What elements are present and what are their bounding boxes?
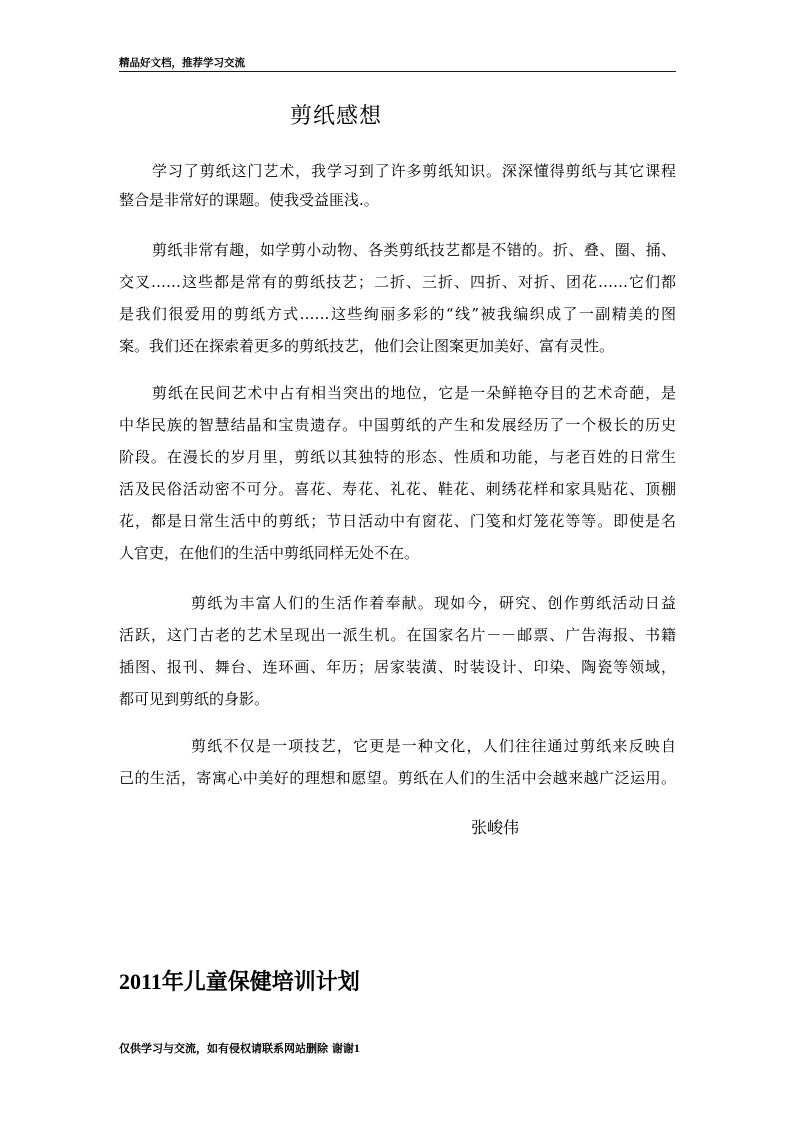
paragraph-3-line-5: 花，都是日常生活中的剪纸；节日活动中有窗花、门笺和灯笼花等等。即使是名: [119, 512, 676, 530]
header-divider: [119, 71, 676, 72]
paragraph-3: [119, 377, 676, 569]
paragraph-2-line-2: 交叉……这些都是常有的剪纸技艺；二折、三折、四折、对折、团花……它们都: [119, 273, 676, 291]
paragraph-1-line-1: 学习了剪纸这门艺术，我学习到了许多剪纸知识。深深懂得剪纸与其它课程: [152, 162, 676, 180]
paragraph-1-line-2: 整合是非常好的课题。使我受益匪浅.。: [119, 191, 379, 209]
paragraph-4-line-2: 活跃，这门古老的艺术呈现出一派生机。在国家名片－－邮票、广告海报、书籍: [119, 626, 676, 644]
paragraph-3-line-4: 活及民俗活动密不可分。喜花、寿花、礼花、鞋花、刺绣花样和家具贴花、顶棚: [119, 480, 676, 498]
next-section-heading: 2011年儿童保健培训计划: [119, 969, 360, 994]
paragraph-3-line-3: 阶段。在漫长的岁月里，剪纸以其独特的形态、性质和功能，与老百姓的日常生: [119, 448, 676, 466]
footer-notice: 仅供学习与交流，如有侵权请联系网站删除 谢谢: [119, 1042, 354, 1055]
paragraph-2: [119, 234, 676, 362]
paragraph-2-line-1: 剪纸非常有趣，如学剪小动物、各类剪纸技艺都是不错的。折、叠、圈、捅、: [152, 241, 676, 259]
paragraph-4-line-4: 都可见到剪纸的身影。: [119, 690, 270, 708]
paragraph-4-line-1: 剪纸为丰富人们的生活作着奉献。现如今，研究、创作剪纸活动日益: [191, 594, 676, 612]
page-header: 精品好文档，推荐学习交流: [119, 57, 245, 69]
paragraph-2-line-3: 是我们很爱用的剪纸方式……这些绚丽多彩的“线”被我编织成了一副精美的图: [119, 305, 676, 323]
paragraph-5-line-1: 剪纸不仅是一项技艺，它更是一种文化，人们往往通过剪纸来反映自: [191, 737, 676, 755]
paragraph-4-line-3: 插图、报刊、舞台、连环画、年历；居家装潢、时装设计、印染、陶瓷等领域，: [119, 658, 676, 676]
document-title: 剪纸感想: [290, 104, 383, 129]
paragraph-1: [119, 157, 676, 215]
paragraph-5-line-2: 己的生活，寄寓心中美好的理想和愿望。剪纸在人们的生活中会越来越广泛运用。: [119, 769, 676, 787]
paragraph-3-line-1: 剪纸在民间艺术中占有相当突出的地位，它是一朵鲜艳夺目的艺术奇葩，是: [152, 384, 676, 402]
paragraph-2-line-4: 案。我们还在探索着更多的剪纸技艺，他们会让图案更加美好、富有灵性。: [119, 337, 615, 355]
paragraph-3-line-2: 中华民族的智慧结晶和宝贵遗存。中国剪纸的产生和发展经历了一个极长的历史: [119, 416, 676, 434]
paragraph-5: [119, 730, 676, 794]
page-footer: [119, 1041, 360, 1056]
paragraph-3-line-6: 人官吏，在他们的生活中剪纸同样无处不在。: [119, 544, 420, 562]
author-signature: 张峻伟: [471, 818, 520, 837]
paragraph-4: [119, 587, 676, 715]
page-number: 1: [353, 1041, 360, 1055]
